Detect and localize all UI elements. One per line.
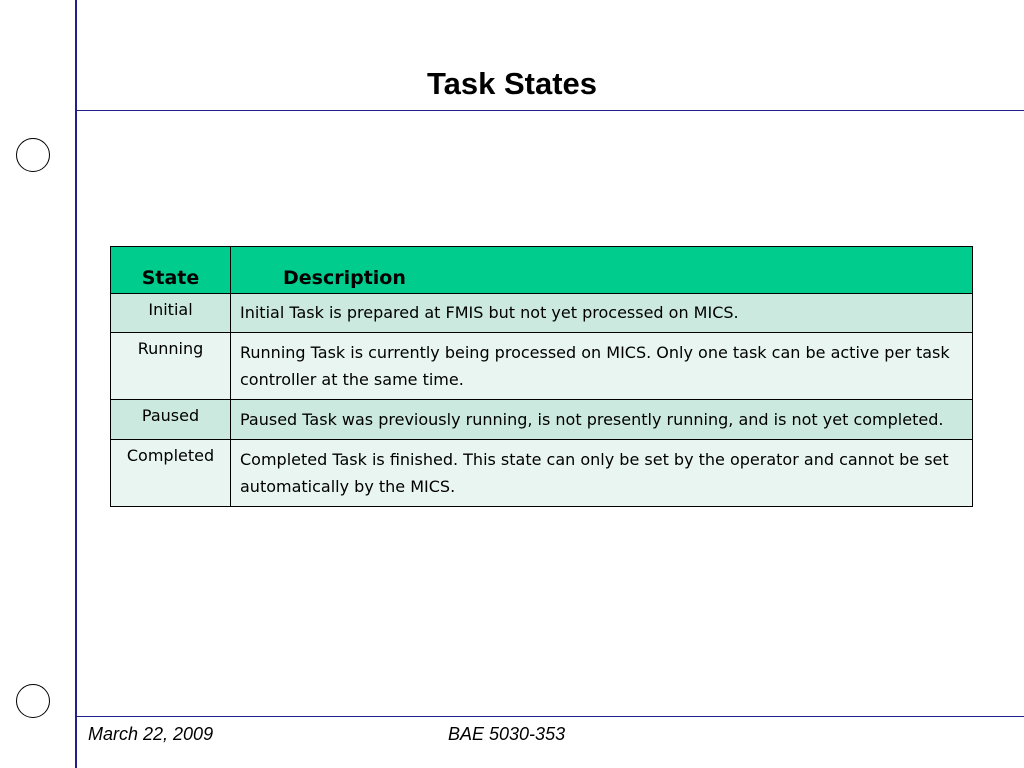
- task-states-table: [110, 246, 973, 507]
- margin-rule-vertical: [75, 0, 77, 768]
- binder-hole-bottom-icon: [16, 684, 50, 718]
- state-cell: Initial: [111, 294, 231, 333]
- state-cell: Completed: [111, 440, 231, 507]
- table-header-row: [111, 247, 973, 294]
- description-cell: Completed Task is finished. This state can only be set by the operator and cannot be set automatically by the MICS.: [231, 440, 973, 507]
- description-cell: Running Task is currently being processed on MICS. Only one task can be active per task controller at the same time.: [231, 333, 973, 400]
- column-header-state: State: [111, 247, 231, 294]
- state-cell: Paused: [111, 400, 231, 440]
- description-cell: Paused Task was previously running, is not presently running, and is not yet completed.: [231, 400, 973, 440]
- state-cell: Running: [111, 333, 231, 400]
- table-row: [111, 294, 973, 333]
- table-row: [111, 440, 973, 507]
- footer-rule: [75, 716, 1024, 717]
- table-row: [111, 400, 973, 440]
- table-row: [111, 333, 973, 400]
- footer-course: BAE 5030-353: [448, 724, 566, 744]
- column-header-description: Description: [231, 247, 973, 294]
- slide-title: Task States: [426, 66, 597, 101]
- binder-hole-top-icon: [16, 138, 50, 172]
- header-rule: [75, 110, 1024, 111]
- footer-date: March 22, 2009: [88, 724, 214, 744]
- description-cell: Initial Task is prepared at FMIS but not yet processed on MICS.: [231, 294, 973, 333]
